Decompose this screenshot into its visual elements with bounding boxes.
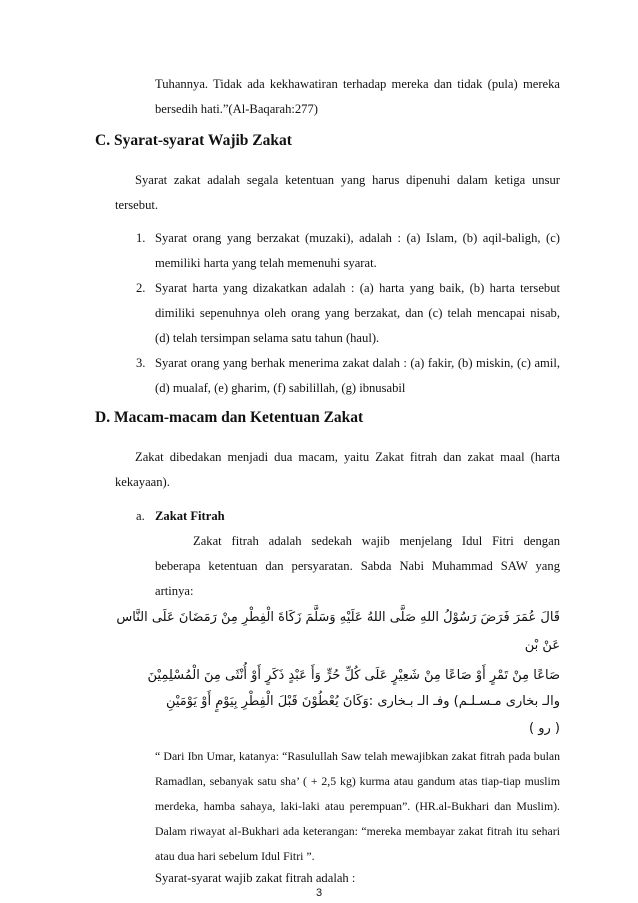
subsection-title: Zakat Fitrah (155, 509, 225, 523)
zakat-fitrah-para-line-1: Zakat fitrah adalah sedekah wajib menjelang Idul Fitri dengan (193, 534, 560, 548)
zakat-fitrah-para-line-3: artinya: (155, 584, 194, 598)
translation-line: merdeka, hamba sahaya, laki-laki atau perempuan”. (HR.al-Bukhari dan Muslim). (155, 799, 560, 813)
section-c-intro-line-2: tersebut. (115, 198, 159, 212)
zakat-fitrah-requirements-lead: Syarat-syarat wajib zakat fitrah adalah : (155, 871, 356, 885)
list-item-line: (d) telah tersimpan selama satu tahun (haul). (155, 331, 380, 345)
list-item-line: Syarat orang yang berhak menerima zakat dalah : (a) fakir, (b) miskin, (c) amil, (155, 356, 560, 370)
translation-line: “ Dari Ibn Umar, katanya: “Rasulullah Saw telah mewajibkan zakat fitrah pada bulan (155, 749, 560, 763)
zakat-fitrah-para-line-2: beberapa ketentuan dan persyaratan. Sabda Nabi Muhammad SAW yang (155, 559, 560, 573)
list-item-line: Syarat orang yang berzakat (muzaki), adalah : (a) Islam, (b) aqil-baligh, (c) (155, 231, 560, 245)
section-d-intro-line-1: Zakat dibedakan menjadi dua macam, yaitu Zakat fitrah dan zakat maal (harta (135, 450, 560, 464)
arabic-text-line: صَاعًا مِنْ تَمْرٍ أَوْ صَاعًا مِنْ شَعِيْرٍ عَلَى كُلِّ حُرٍّ وَأَ عَبْدٍ ذَكَرٍ أَوْ أُنْثَى مِنَ الْمُسْلِمِيْنَ (147, 668, 560, 683)
list-item-line: (d) mualaf, (e) gharim, (f) sabilillah, (g) ibnusabil (155, 381, 406, 395)
list-item-number: 1. (136, 231, 146, 245)
translation-line: Dalam riwayat al-Bukhari ada keterangan: “mereka membayar zakat fitrah itu sehari (155, 824, 560, 838)
section-d-heading: D. Macam-macam dan Ketentuan Zakat (95, 409, 364, 426)
arabic-text-line: عَنْ بْن (524, 638, 560, 653)
list-item-line: memiliki harta yang telah memenuhi syarat. (155, 256, 377, 270)
list-item-number: 3. (136, 356, 146, 370)
section-c-intro-line-1: Syarat zakat adalah segala ketentuan yang harus dipenuhi dalam ketiga unsur (135, 173, 560, 187)
page-number: 3 (315, 887, 323, 899)
arabic-text-line: والـ بخاری مـسـلـم) وفـ الـ بـخاری :وَكَانَ يُعْطُوْنَ قَبْلَ الْفِطْرِ بِيَوْمٍ أَوْ يَوْمَيْنِ (165, 694, 560, 709)
translation-line: atau dua hari sebelum Idul Fitri ”. (155, 849, 315, 863)
continuation-line-2: bersedih hati.”(Al-Baqarah:277) (155, 102, 318, 116)
subsection-label: a. (136, 509, 145, 523)
list-item-line: dimiliki sepenuhnya oleh orang yang berzakat, dan (c) telah mencapai nisab, (155, 306, 560, 320)
arabic-text-line: ( رو ) (529, 721, 560, 736)
list-item-number: 2. (136, 281, 146, 295)
section-d-intro-line-2: kekayaan). (115, 475, 170, 489)
continuation-line-1: Tuhannya. Tidak ada kekhawatiran terhadap mereka dan tidak (pula) mereka (155, 77, 560, 91)
list-item-line: Syarat harta yang dizakatkan adalah : (a) harta yang baik, (b) harta tersebut (155, 281, 560, 295)
arabic-text-line: قَالَ عُمَرَ فَرَضَ رَسُوْلُ اللهِ صَلَّى اللهُ عَلَيْهِ وَسَلَّمَ زَكَاةَ الْفِطْرِ مِنْ رَمَضَانَ عَلَى النَّاس (116, 610, 560, 625)
translation-line: Ramadlan, sebanyak satu sha’ ( + 2,5 kg) kurma atau gandum atas tiap-tiap muslim (155, 774, 560, 788)
section-c-heading: C. Syarat-syarat Wajib Zakat (95, 132, 292, 149)
